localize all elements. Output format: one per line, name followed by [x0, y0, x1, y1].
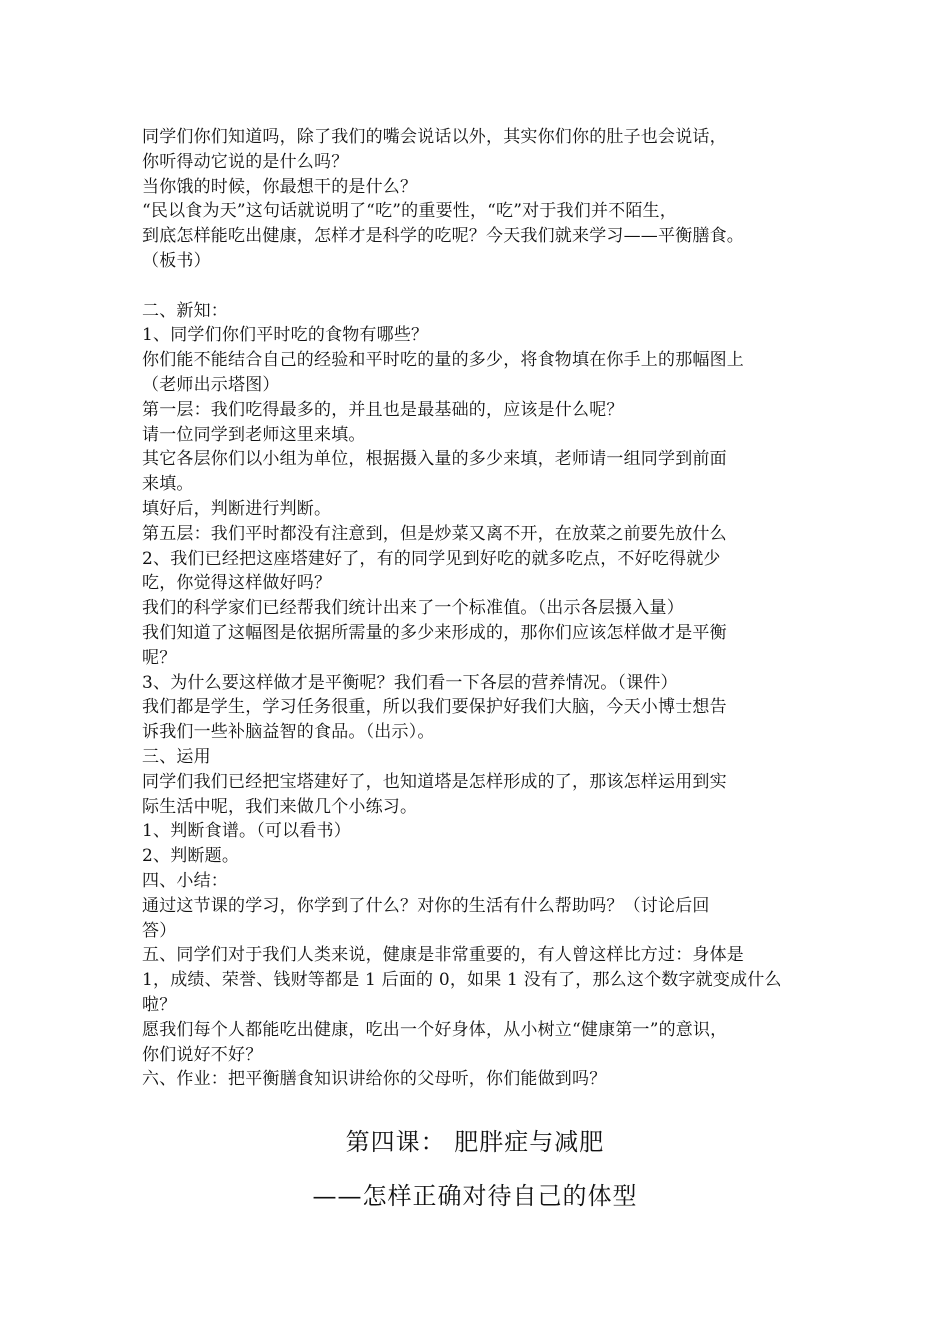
text-line: 2、我们已经把这座塔建好了，有的同学见到好吃的就多吃点，不好吃得就少 [142, 549, 721, 569]
lesson-title: 第四课： 肥胖症与减肥 [345, 1128, 605, 1156]
text-line: 来填。 [142, 474, 194, 494]
text-line: 三、运用 [142, 747, 211, 767]
text-line: 2、判断题。 [142, 846, 240, 866]
text-line: 当你饿的时候，你最想干的是什么？ [142, 177, 418, 197]
text-line: （板书） [142, 251, 211, 271]
text-line: 1、判断食谱。（可以看书） [142, 821, 351, 841]
text-line: （老师出示塔图） [142, 375, 280, 395]
text-line: 呢？ [142, 648, 177, 668]
lesson-subtitle: ——怎样正确对待自己的体型 [312, 1182, 638, 1210]
text-line: 你们能不能结合自己的经验和平时吃的量的多少，将食物填在你手上的那幅图上 [142, 350, 744, 370]
text-line: 我们知道了这幅图是依据所需量的多少来形成的，那你们应该怎样做才是平衡 [142, 623, 727, 643]
text-line: 3、为什么要这样做才是平衡呢？我们看一下各层的营养情况。（课件） [142, 673, 678, 693]
text-line: 你们说好不好？ [142, 1045, 263, 1065]
text-line: “民以食为天”这句话就说明了“吃”的重要性，“吃”对于我们并不陌生， [142, 201, 677, 221]
text-line: 四、小结： [142, 871, 228, 891]
text-line: 第一层：我们吃得最多的，并且也是最基础的，应该是什么呢？ [142, 400, 624, 420]
text-line: 请一位同学到老师这里来填。 [142, 425, 366, 445]
text-line: 际生活中呢，我们来做几个小练习。 [142, 797, 418, 817]
text-line: 1，成绩、荣誉、钱财等都是 1 后面的 0，如果 1 没有了，那么这个数字就变成什么 [142, 970, 782, 990]
text-line: 啦？ [142, 995, 177, 1015]
text-line: 诉我们一些补脑益智的食品。（出示）。 [142, 722, 435, 742]
text-line: 填好后，判断进行判断。 [142, 499, 332, 519]
text-line: 六、作业：把平衡膳食知识讲给你的父母听，你们能做到吗？ [142, 1069, 607, 1089]
text-line: 五、同学们对于我们人类来说，健康是非常重要的，有人曾这样比方过：身体是 [142, 945, 744, 965]
text-line: 第五层：我们平时都没有注意到，但是炒菜又离不开，在放菜之前要先放什么 [142, 524, 727, 544]
text-line: 其它各层你们以小组为单位，根据摄入量的多少来填，老师请一组同学到前面 [142, 449, 727, 469]
text-line: 同学们我们已经把宝塔建好了，也知道塔是怎样形成的了，那该怎样运用到实 [142, 772, 727, 792]
text-line: 答） [142, 921, 177, 941]
text-line: 我们都是学生，学习任务很重，所以我们要保护好我们大脑，今天小博士想告 [142, 697, 727, 717]
text-line: 我们的科学家们已经帮我们统计出来了一个标准值。（出示各层摄入量） [142, 598, 684, 618]
text-line: 二、新知： [142, 301, 228, 321]
text-line: 你听得动它说的是什么吗？ [142, 152, 349, 172]
text-line: 吃，你觉得这样做好吗？ [142, 573, 332, 593]
text-line: 同学们你们知道吗，除了我们的嘴会说话以外，其实你们你的肚子也会说话， [142, 127, 727, 147]
text-line: 愿我们每个人都能吃出健康，吃出一个好身体，从小树立“健康第一”的意识， [142, 1020, 728, 1040]
text-line: 通过这节课的学习，你学到了什么？对你的生活有什么帮助吗？（讨论后回 [142, 896, 710, 916]
text-line: 到底怎样能吃出健康，怎样才是科学的吃呢？今天我们就来学习——平衡膳食。 [142, 226, 744, 246]
text-line: 1、同学们你们平时吃的食物有哪些？ [142, 325, 429, 345]
